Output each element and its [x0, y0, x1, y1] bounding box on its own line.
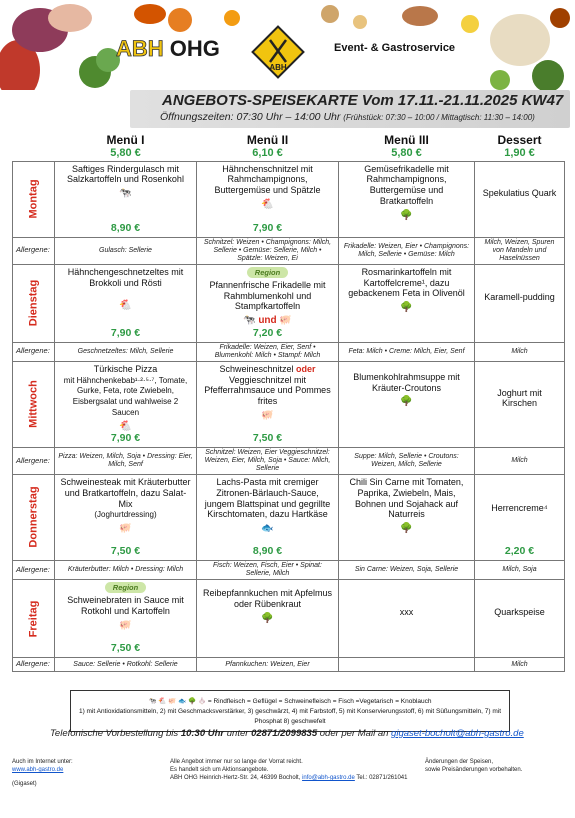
info-email-link[interactable]: info@abh-gastro.de — [302, 775, 355, 782]
dish-menu-1 — [55, 361, 197, 447]
footer-left: Auch im Internet unter: www.abh-gastro.de (Gigaset) — [12, 759, 73, 788]
column-menu-3 — [339, 132, 475, 161]
allergen-cell: Milch — [475, 447, 565, 474]
dish-dessert — [475, 264, 565, 342]
dish-menu-2 — [197, 580, 339, 658]
dish-dessert — [475, 361, 565, 447]
dish-text: Hähnchenschnitzel mit Rahmchampignons, Buttergemüse und Spätzle — [214, 163, 321, 196]
day-row-mittwoch — [13, 361, 565, 447]
abh-logo-icon — [250, 24, 306, 80]
dish-dessert — [475, 474, 565, 560]
legend-box — [70, 690, 510, 732]
column-menu-1 — [55, 132, 197, 161]
dish-text: Schweinesteak mit Kräuterbutter und Bratkartoffeln, dazu Salat-Mix — [60, 476, 191, 509]
dish-price: 7,50 € — [252, 432, 283, 445]
dish-text: Blumenkohlrahmsuppe mit Kräuter-Croutons — [353, 371, 460, 393]
allergen-cell: Feta: Milch • Creme: Milch, Eier, Senf — [339, 342, 475, 361]
tree-icon: 🌳 — [400, 396, 413, 408]
dish-subtext: (Joghurtdressing) — [94, 510, 157, 520]
allergen-label: Allergene: — [13, 658, 55, 672]
allergen-cell: Milch, Weizen, Spuren von Mandeln und Haselnüssen — [475, 237, 565, 264]
pig-icon: 🐖 — [119, 523, 132, 535]
logo-text: ABH — [269, 63, 287, 72]
dish-menu-2 — [197, 161, 339, 237]
opening-hours — [160, 111, 535, 123]
column-price: 5,80 € — [391, 147, 422, 160]
header — [0, 0, 575, 128]
dish-price: 7,50 € — [110, 545, 141, 558]
day-label: Dienstag — [13, 264, 55, 342]
hours-detail: (Frühstück: 07:30 – 10:00 / Mittagtisch: 11:30 – 14:00) — [343, 113, 535, 122]
allergen-cell: Frikadelle: Weizen, Eier, Senf • Blumenkohl: Milch • Stampf: Milch — [197, 342, 339, 361]
tree-icon: 🌳 — [400, 209, 413, 221]
allergen-row — [13, 447, 565, 474]
page-title: ANGEBOTS-SPEISEKARTE Vom 17.11.-21.11.2025 KW47 — [162, 92, 564, 109]
dish-menu-3 — [339, 361, 475, 447]
dish-text: Quarkspeise — [494, 607, 545, 618]
footer-center: Alle Angebot immer nur so lange der Vorrat reicht. Es handelt sich um Aktionsangebote. ABH OHG Heinrich-Hertz-Str. 24, 46399 Bocholt, info@abh-gastro.de Tel.: 02871/261041 — [170, 759, 408, 782]
day-label: Montag — [13, 161, 55, 237]
dish-menu-3 — [339, 161, 475, 237]
allergen-label: Allergene: — [13, 342, 55, 361]
region-badge: Region — [105, 582, 146, 593]
allergen-cell: Geschnetzeltes: Milch, Sellerie — [55, 342, 197, 361]
dish-menu-3 — [339, 580, 475, 658]
column-name: Menü II — [246, 133, 289, 147]
pig-icon: 🐖 — [119, 619, 132, 631]
allergen-cell: Gulasch: Sellerie — [55, 237, 197, 264]
column-name: Dessert — [497, 133, 542, 147]
legend-symbols-text: = Rindfleisch = Geflügel = Schweinefleisch = Fisch =Vegetarisch = Knoblauch — [207, 698, 432, 705]
chicken-icon: 🐔 — [261, 198, 274, 210]
dish-text: Saftiges Rindergulasch mit Salzkartoffeln und Rosenkohl — [67, 163, 184, 185]
column-price: 5,80 € — [110, 147, 141, 160]
region-badge: Region — [247, 267, 288, 278]
allergen-cell: Milch — [475, 342, 565, 361]
hours-main: Öffnungszeiten: 07:30 Uhr – 14:00 Uhr — [160, 111, 341, 123]
legend-symbol-icons: 🐄 🐔 🐖 🐟 🌳 🧄 — [148, 698, 207, 705]
column-name: Menü I — [106, 133, 145, 147]
allergen-row — [13, 237, 565, 264]
allergen-row — [13, 342, 565, 361]
allergen-cell: Milch — [475, 658, 565, 672]
cow-icon: 🐄 — [119, 188, 132, 200]
column-dessert — [475, 132, 565, 161]
dish-text: Herrencreme⁴ — [491, 502, 548, 513]
day-row-dienstag — [13, 264, 565, 342]
phone-number: 02871/2099835 — [251, 728, 318, 739]
column-price: 6,10 € — [252, 147, 283, 160]
dish-menu-2: Schweineschnitzel oder Veggieschnitzel mit Pfefferrahmsauce und Pommes frites 🐖 7,50 € — [197, 361, 339, 447]
dish-text: Karamell-pudding — [484, 291, 555, 302]
cow-and-pig-icons: 🐄 und 🐖 — [243, 315, 292, 327]
dish-dessert — [475, 580, 565, 658]
chicken-icon: 🐔 — [119, 420, 132, 432]
dish-text: Pfannenfrische Frikadelle mit Rahmblumenkohl und Stampfkartoffeln — [209, 279, 326, 312]
brand-ohg: OHG — [169, 36, 220, 61]
menu-table — [12, 132, 565, 672]
column-name: Menü III — [384, 133, 429, 147]
dish-price: 8,90 € — [110, 221, 141, 234]
dish-subtext: mit Hähnchenkebab¹·²·⁵·⁷, Tomate, Gurke, Feta, rote Zwiebeln, Eisbergsalat und wahlweise 2 Saucen — [63, 375, 188, 417]
dish-text: Lachs-Pasta mit cremiger Zitronen-Bärlauch-Sauce, jungem Blattspinat und gegrillte Kirschtomaten, dazu Hartkäse — [204, 476, 331, 520]
pig-icon: 🐖 — [261, 410, 274, 421]
column-price: 1,90 € — [504, 147, 535, 160]
chicken-icon: 🐔 — [119, 300, 132, 312]
dish-text: Joghurt mit Kirschen — [497, 387, 542, 409]
dish-price: 7,50 € — [110, 642, 141, 655]
allergen-cell: Schnitzel: Weizen • Champignons: Milch, Sellerie • Gemüse: Sellerie, Milch • Spätzle: Weizen, Ei — [197, 237, 339, 264]
dish-menu-1 — [55, 474, 197, 560]
brand-abh: ABH — [116, 36, 164, 61]
allergen-cell: Pfannkuchen: Weizen, Eier — [197, 658, 339, 672]
dish-dessert — [475, 161, 565, 237]
dish-price: 8,90 € — [252, 545, 283, 558]
dish-price: 2,20 € — [504, 545, 535, 558]
dish-text: Veggieschnitzel mit Pfefferrahmsauce und Pommes frites — [204, 374, 331, 407]
dish-text: Gemüsefrikadelle mit Rahmchampignons, Buttergemüse und Bratkartoffeln — [364, 163, 449, 206]
day-row-montag — [13, 161, 565, 237]
day-label: Freitag — [13, 580, 55, 658]
day-label: Mittwoch — [13, 361, 55, 447]
tagline: Event- & Gastroservice — [334, 42, 456, 54]
dish-text: Reibepfannkuchen mit Apfelmus oder Rübenkraut — [202, 588, 333, 609]
allergen-cell: Pizza: Weizen, Milch, Soja • Dressing: Eier, Milch, Senf — [55, 447, 197, 474]
dish-price: 7,90 € — [110, 432, 141, 445]
day-label: Donnerstag — [13, 474, 55, 560]
legend-additives: 1) mit Antioxidationsmitteln, 2) mit Geschmacksverstärker, 3) geschwärzt, 4) mit Farbstoff, 5) mit Konservierungsstoff, 6) mit Süßungsmitteln, 7) mit Phosphat 8) geschwefelt — [78, 707, 502, 725]
dish-text: Rosmarinkartoffeln mit Kartoffelcreme¹, dazu gebackenem Feta in Olivenöl — [348, 266, 465, 299]
dish-text: Türkische Pizza — [93, 363, 158, 374]
dish-text: Spekulatius Quark — [482, 187, 557, 198]
allergen-cell: Fisch: Weizen, Fisch, Eier • Spinat: Sellerie, Milch — [197, 560, 339, 579]
dish-text: Schweineschnitzel — [219, 363, 294, 374]
dish-text: xxx — [399, 607, 414, 618]
allergen-cell: Frikadelle: Weizen, Eier • Champignons: Milch, Sellerie • Gemüse: Milch — [339, 237, 475, 264]
dish-price: 7,90 € — [110, 327, 141, 340]
dish-text: Schweinebraten in Sauce mit Rotkohl und Kartoffeln — [67, 595, 184, 616]
dish-text: Hähnchengeschnetzeltes mit Brokkoli und Rösti — [67, 266, 184, 288]
order-email-link[interactable]: gigaset-bocholt@abh-gastro.de — [391, 728, 524, 739]
day-row-freitag — [13, 580, 565, 658]
dish-price: 7,90 € — [252, 221, 283, 234]
footer-right: Änderungen der Speisen, sowie Preisänderungen vorbehalten. — [425, 759, 523, 774]
dish-text: Chili Sin Carne mit Tomaten, Paprika, Zwiebeln, Mais, Bohnen und Sojahack auf Naturreis — [349, 476, 464, 520]
allergen-label: Allergene: — [13, 447, 55, 474]
dish-menu-1 — [55, 580, 197, 658]
allergen-label: Allergene: — [13, 237, 55, 264]
brand-name — [116, 36, 220, 62]
dish-menu-1 — [55, 264, 197, 342]
allergen-cell: Sin Carne: Weizen, Soja, Sellerie — [339, 560, 475, 579]
order-line: Telefonische Vorbestellung bis 10:30 Uhr unter 02871/2099835 oder per Mail an gigaset-bocholt@abh-gastro.de — [50, 728, 524, 739]
allergen-cell: Suppe: Milch, Sellerie • Croutons: Weizen, Milch, Sellerie — [339, 447, 475, 474]
allergen-label: Allergene: — [13, 560, 55, 579]
dish-menu-2 — [197, 474, 339, 560]
allergen-cell — [339, 658, 475, 672]
website-link[interactable]: www.abh-gastro.de — [12, 767, 64, 774]
legend-symbols — [75, 697, 505, 707]
tree-icon: 🌳 — [400, 302, 413, 314]
dish-menu-1 — [55, 161, 197, 237]
allergen-row — [13, 658, 565, 672]
column-header-row — [13, 132, 565, 161]
allergen-cell: Kräuterbutter: Milch • Dressing: Milch — [55, 560, 197, 579]
day-row-donnerstag — [13, 474, 565, 560]
column-menu-2 — [197, 132, 339, 161]
dish-menu-3 — [339, 264, 475, 342]
dish-menu-3 — [339, 474, 475, 560]
allergen-cell: Sauce: Sellerie • Rotkohl: Sellerie — [55, 658, 197, 672]
allergen-cell: Milch, Soja — [475, 560, 565, 579]
tree-icon: 🌳 — [400, 523, 413, 535]
allergen-cell: Schnitzel: Weizen, Eier Veggieschnitzel: Weizen, Eier, Milch, Soja • Sauce: Milch, Sellerie — [197, 447, 339, 474]
fish-icon: 🐟 — [261, 523, 274, 535]
dish-price: 7,20 € — [252, 327, 283, 340]
allergen-row — [13, 560, 565, 579]
dish-menu-2 — [197, 264, 339, 342]
tree-icon: 🌳 — [261, 612, 274, 624]
